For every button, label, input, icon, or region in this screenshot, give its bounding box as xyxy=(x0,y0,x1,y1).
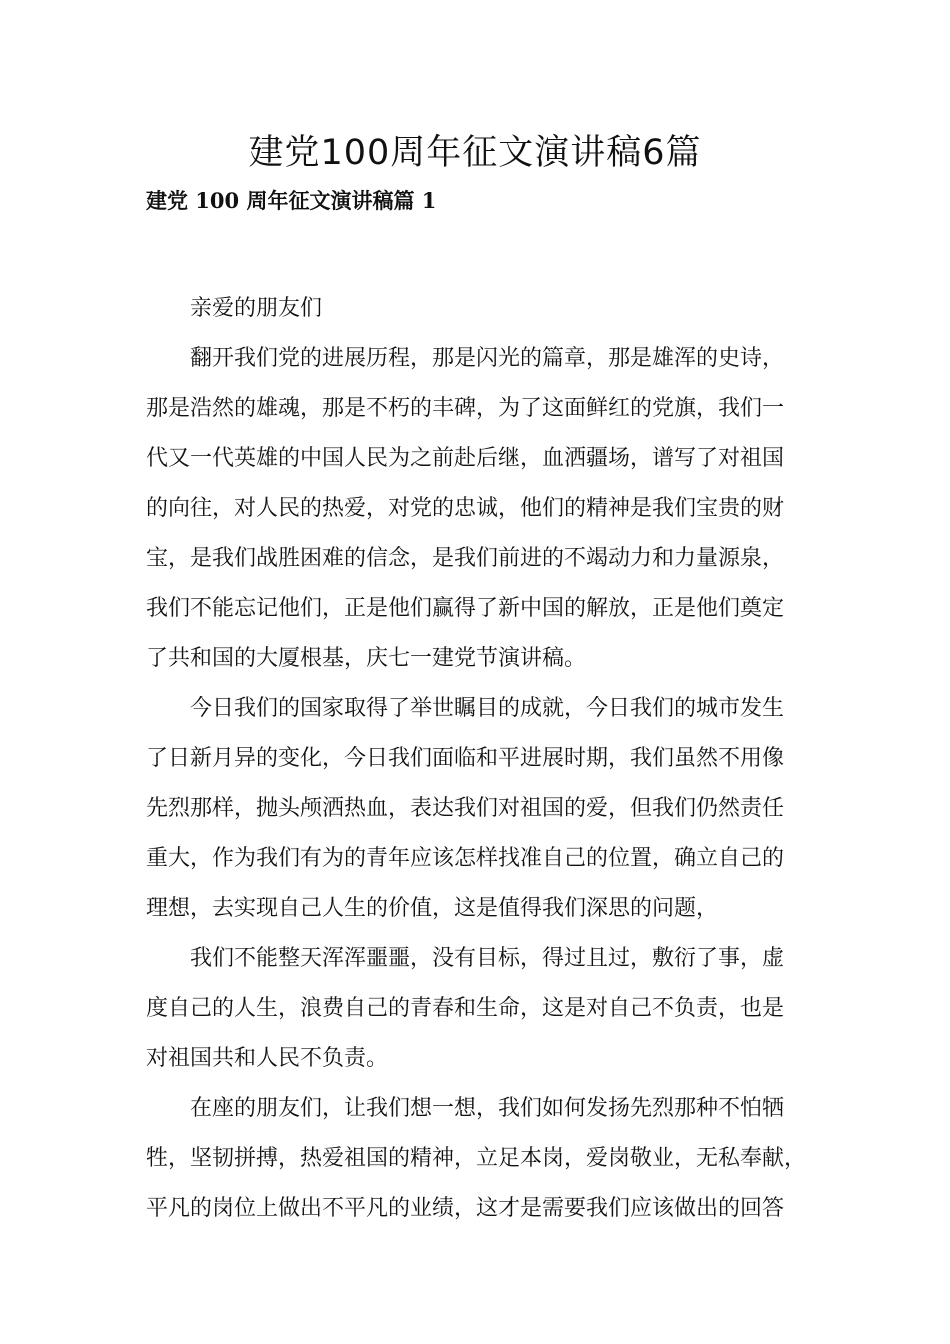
paragraph-line: 牲，坚韧拼搏，热爱祖国的精神，立足本岗，爱岗敬业，无私奉献， xyxy=(146,1146,807,1171)
paragraph xyxy=(146,684,818,934)
paragraph-line: 重大，作为我们有为的青年应该怎样找准自己的位置，确立自己的 xyxy=(146,846,785,871)
document-title: 建党100周年征文演讲稿6篇 xyxy=(248,133,702,173)
section-heading: 建党 100 周年征文演讲稿篇 1 xyxy=(146,188,437,213)
paragraph-line: 平凡的岗位上做出不平凡的业绩，这才是需要我们应该做出的回答 xyxy=(146,1196,785,1221)
paragraph-line: 我们不能忘记他们，正是他们赢得了新中国的解放，正是他们奠定 xyxy=(146,596,785,621)
document-body xyxy=(146,284,818,1234)
paragraph-line: 那是浩然的雄魂，那是不朽的丰碑，为了这面鲜红的党旗，我们一 xyxy=(146,396,785,421)
paragraph xyxy=(146,334,818,684)
paragraph-line: 翻开我们党的进展历程，那是闪光的篇章，那是雄浑的史诗， xyxy=(190,346,785,371)
paragraph-line: 的向往，对人民的热爱，对党的忠诚，他们的精神是我们宝贵的财 xyxy=(146,496,785,521)
paragraph-line: 今日我们的国家取得了举世瞩目的成就，今日我们的城市发生 xyxy=(190,696,785,721)
paragraph-line: 度自己的人生，浪费自己的青春和生命，这是对自己不负责，也是 xyxy=(146,996,785,1021)
paragraph xyxy=(146,934,818,1084)
paragraph-line: 亲爱的朋友们 xyxy=(190,296,323,321)
paragraph xyxy=(146,284,818,334)
paragraph-line: 我们不能整天浑浑噩噩，没有目标，得过且过，敷衍了事，虚 xyxy=(190,946,785,971)
paragraph-line: 在座的朋友们，让我们想一想，我们如何发扬先烈那种不怕牺 xyxy=(190,1096,785,1121)
paragraph-line: 了共和国的大厦根基，庆七一建党节演讲稿。 xyxy=(146,646,587,671)
paragraph-line: 对祖国共和人民不负责。 xyxy=(146,1046,389,1071)
paragraph-line: 代又一代英雄的中国人民为之前赴后继，血洒疆场，谱写了对祖国 xyxy=(146,446,785,471)
paragraph-line: 宝，是我们战胜困难的信念，是我们前进的不竭动力和力量源泉， xyxy=(146,546,785,571)
paragraph xyxy=(146,1084,818,1234)
paragraph-line: 了日新月异的变化，今日我们面临和平进展时期，我们虽然不用像 xyxy=(146,746,785,771)
paragraph-line: 先烈那样，抛头颅洒热血，表达我们对祖国的爱，但我们仍然责任 xyxy=(146,796,785,821)
paragraph-line: 理想，去实现自己人生的价值，这是值得我们深思的问题， xyxy=(146,896,719,921)
